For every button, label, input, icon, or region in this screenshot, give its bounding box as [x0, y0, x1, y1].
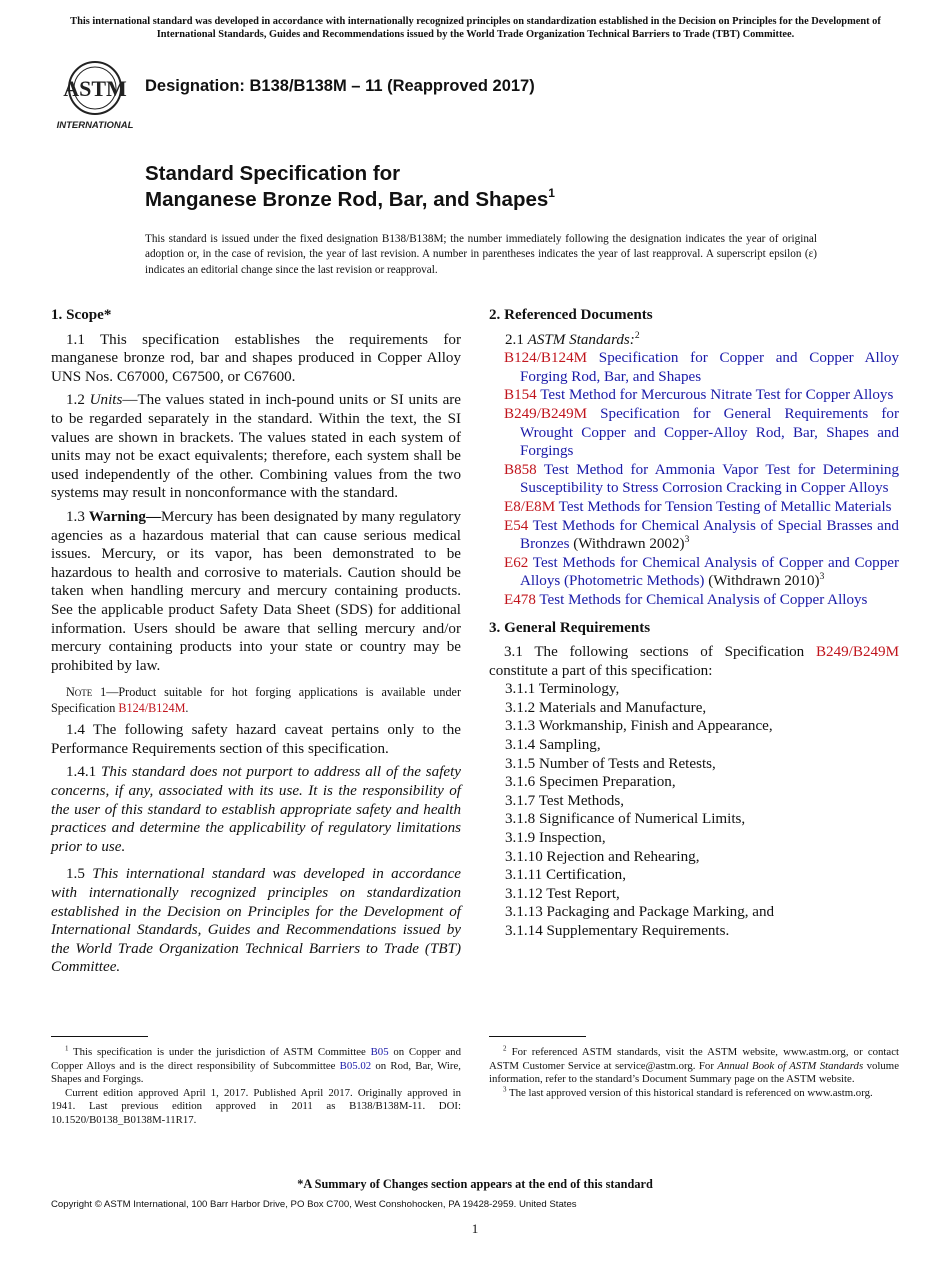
reference-title-link[interactable]: Specification for Copper and Copper Alloy Forging Rod, Bar, and Shapes	[520, 350, 900, 385]
section-heading-scope: 1. Scope*	[51, 307, 112, 323]
right-column	[489, 306, 899, 941]
requirement-item: 3.1.2 Materials and Manufacture,	[505, 699, 707, 716]
reference-item	[489, 554, 899, 591]
paragraph-1-3: 1.3 Warning—Mercury has been designated by many regulatory agencies as a hazardous material that can cause serious medical issues. Mercury, or its vapor, has been demonstrated to be hazardous to health and corrosive to materials. Caution should be taken when handling mercury and mercury containing products. See the applicable product Safety Data Sheet (SDS) for additional information. Users should be aware that selling mercury and/or mercury containing products into your state or country may be prohibited by law.	[51, 508, 462, 674]
reference-title-link[interactable]: Test Methods for Chemical Analysis of Copper Alloys	[539, 591, 868, 608]
footnote-3: $^3$ The last approved version of this historical standard is referenced on www.astm.org.	[503, 1085, 873, 1099]
reference-withdrawn-note: (Withdrawn 2002)	[569, 536, 685, 553]
reference-code-link[interactable]: B249/B249M	[504, 405, 588, 422]
reference-item	[489, 591, 899, 610]
svg-text:INTERNATIONAL: INTERNATIONAL	[56, 120, 134, 131]
reference-title-link[interactable]: Test Methods for Tension Testing of Metallic Materials	[558, 498, 892, 515]
reference-code-link[interactable]: E478	[504, 591, 536, 608]
requirement-item: 3.1.11 Certification,	[505, 867, 627, 884]
paragraph-1-5: 1.5 This international standard was developed in accordance with internationally recognized principles on standardization established in the Decision on Principles for the Development of International Standards, Guides and Recommendations issued by the World Trade Organization Technical Barriers to Trade (TBT) Committee.	[51, 866, 462, 976]
title-footnote-ref[interactable]: 1	[548, 186, 555, 200]
requirement-item: 3.1.14 Supplementary Requirements.	[505, 923, 730, 939]
requirement-item: 3.1.8 Significance of Numerical Limits,	[505, 811, 746, 828]
note-1: Note 1—Product suitable for hot forging applications is available under Specification B124/B124M.	[51, 685, 462, 715]
reference-code-link[interactable]: B154	[504, 387, 537, 404]
requirement-item: 3.1.13 Packaging and Package Marking, and	[505, 904, 775, 921]
title-line-2: Manganese Bronze Rod, Bar, and Shapes	[145, 188, 549, 211]
reference-code-link[interactable]: B124/B124M	[504, 350, 588, 367]
title-line-1: Standard Specification for	[145, 162, 401, 185]
reference-code-link[interactable]: E54	[504, 517, 529, 534]
paragraph-1-1: 1.1 This specification establishes the requirements for manganese bronze rod, bar and shapes produced in Copper Alloy UNS Nos. C67000, C67500, or C67600.	[51, 331, 461, 385]
requirement-item: 3.1.12 Test Report,	[505, 885, 620, 902]
requirement-item: 3.1.4 Sampling,	[505, 737, 601, 754]
reference-footnote-ref[interactable]: 3	[819, 572, 825, 583]
reference-item	[489, 349, 899, 386]
page-title	[145, 161, 555, 213]
footnote-1: $^1$ This specification is under the jurisdiction of ASTM Committee B05 on Copper and Copper Alloys and is the direct responsibility of Subcommittee B05.02 on Rod, Bar, Wire, Shapes and Forgings.	[51, 1044, 462, 1086]
requirement-item: 3.1.7 Test Methods,	[505, 792, 624, 809]
requirement-item: 3.1.10 Rejection and Rehearing,	[505, 848, 700, 865]
paragraph-1-2: 1.2 Units—The values stated in inch-pound units or SI units are to be regarded separately in the standard. Within the text, the SI values are shown in brackets. The values stated in each system of units may not be exact equivalents; therefore, each system shall be used independently of the other. Combining values from the two systems may result in nonconformance with the standard.	[51, 392, 462, 502]
summary-of-changes-note: *A Summary of Changes section appears at the end of this standard	[297, 1177, 653, 1191]
footnote-1-approved: Current edition approved April 1, 2017. Published April 2017. Originally approved in 1941. Last previous edition approved in 2011 as B138/B138M-11. DOI: 10.1520/B0138_B0138M-11R17.	[51, 1086, 461, 1126]
reference-code-link[interactable]: B858	[504, 461, 537, 478]
page-number: 1	[471, 1221, 479, 1236]
link-b05-02[interactable]: B05.02	[339, 1059, 372, 1072]
requirement-item: 3.1.9 Inspection,	[505, 830, 606, 847]
requirement-item: 3.1.5 Number of Tests and Retests,	[505, 755, 716, 772]
link-b249[interactable]: B249/B249M	[815, 644, 899, 661]
reference-code-link[interactable]: E62	[504, 554, 529, 571]
reference-title-link[interactable]: Test Methods for Chemical Analysis of Special Brasses and Bronzes	[520, 517, 899, 553]
reference-item	[489, 498, 899, 517]
reference-item	[489, 517, 899, 554]
reference-withdrawn-note: (Withdrawn 2010)	[704, 573, 820, 590]
astm-logo	[54, 56, 136, 132]
requirement-item: 3.1.3 Workmanship, Finish and Appearance,	[505, 718, 773, 735]
left-column	[51, 306, 461, 982]
requirements-list	[489, 680, 899, 940]
units-label: Units	[89, 392, 123, 409]
requirement-item: 3.1.6 Specimen Preparation,	[505, 774, 676, 791]
footnote-rule-right	[489, 1036, 586, 1037]
reference-item	[489, 461, 899, 498]
footnote-2: $^2$ For referenced ASTM standards, visit the ASTM website, www.astm.org, or contact ASTM Customer Service at service@astm.org. For Annual Book of ASTM Standards volume information, refer to the standard’s Document Summary page on the ASTM website.	[489, 1044, 899, 1086]
footnotes-left	[51, 1046, 461, 1128]
designation: Designation: B138/B138M – 11 (Reapproved 2017)	[145, 77, 535, 95]
paragraph-3-1: 3.1 The following sections of Specification B249/B249M constitute a part of this specification:	[489, 644, 899, 679]
reference-title-link[interactable]: Test Methods for Chemical Analysis of Copper and Copper Alloys (Photometric Methods)	[520, 554, 899, 590]
paragraph-1-4: 1.4 The following safety hazard caveat pertains only to the Performance Requirements section of this specification.	[51, 722, 461, 757]
reference-footnote-ref[interactable]: 3	[684, 535, 690, 546]
footnotes-right	[489, 1046, 899, 1100]
footnote-rule-left	[51, 1036, 148, 1037]
reference-item	[489, 405, 899, 461]
requirement-item: 3.1.1 Terminology,	[505, 681, 620, 698]
astm-standards-label: 2.1 ASTM Standards:$^2$	[505, 330, 640, 348]
note-link-b124[interactable]: B124/B124M	[118, 700, 186, 715]
reference-item	[489, 386, 899, 405]
section-heading-general: 3. General Requirements	[489, 619, 651, 636]
paragraph-1-4-1: 1.4.1 This standard does not purport to address all of the safety concerns, if any, associated with its use. It is the responsibility of the user of this standard to establish appropriate safety and health practices and determine the applicability of regulatory limitations prior to use.	[51, 764, 462, 855]
reference-list	[489, 349, 899, 609]
warning-label: Warning—	[88, 508, 162, 525]
reference-title-link[interactable]: Test Method for Mercurous Nitrate Test for Copper Alloys	[540, 387, 894, 404]
link-b05[interactable]: B05	[370, 1046, 389, 1058]
issuance-note: This standard is issued under the fixed designation B138/B138M; the number immediately following the designation indicates the year of original adoption or, in the case of revision, the year of last revision. A number in parentheses indicates the year of last reapproval. A superscript epsilon (ε) indicates an editorial change since the last revision or reapproval.	[145, 233, 817, 276]
top-notice: This international standard was developed in accordance with internationally recognized principles on standardization established in the Decision on Principles for the Development of International Standards, Guides and Recommendations issued by the World Trade Organization Technical Barriers to Trade (TBT) Committee.	[70, 16, 881, 40]
reference-title-link[interactable]: Specification for General Requirements for Wrought Copper and Copper-Alloy Rod, Bar, Shapes and Forgings	[520, 405, 899, 460]
svg-text:ASTM: ASTM	[63, 76, 127, 101]
reference-title-link[interactable]: Test Method for Ammonia Vapor Test for Determining Susceptibility to Stress Corrosion Cracking in Copper Alloys	[520, 461, 899, 497]
reference-code-link[interactable]: E8/E8M	[504, 498, 556, 515]
section-heading-referenced: 2. Referenced Documents	[489, 307, 653, 323]
copyright: Copyright © ASTM International, 100 Barr Harbor Drive, PO Box C700, West Conshohocken, PA 19428-2959. United States	[51, 1199, 577, 1210]
